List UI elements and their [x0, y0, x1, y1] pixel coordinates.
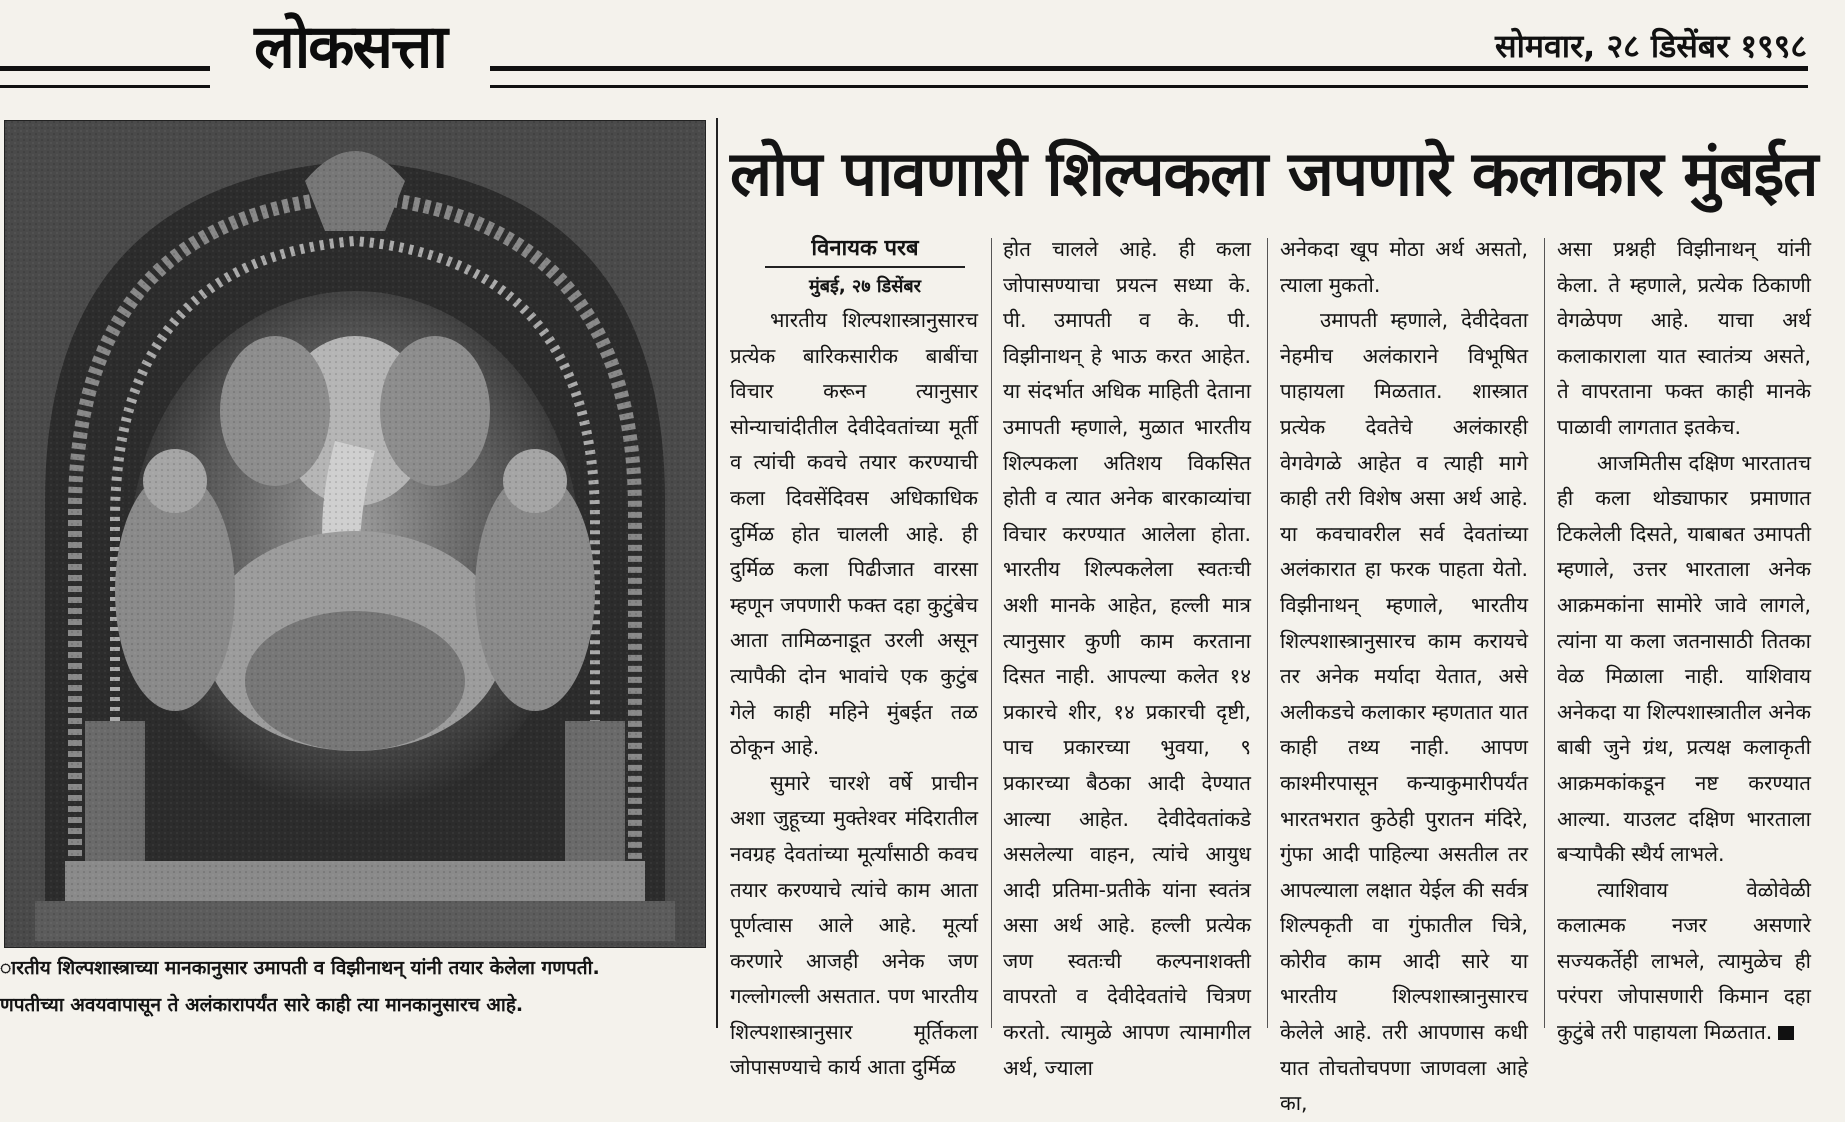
paragraph: उमापती म्हणाले, देवीदेवता नेहमीच अलंकाराने विभूषित पाहायला मिळतात. शास्त्रात प्रत्येक देवतेचे अलंकारही वेगवेगळे आहेत व त्याही मागे काही तरी विशेष असा अर्थ आहे. या कवचावरील सर्व देवतांच्या अलंकारात हा फरक पाहता येतो. विझीनाथन् म्हणाले, भारतीय शिल्पशास्त्रानुसारच काम करायचे तर अनेक मर्यादा येतात, असे अलीकडचे कलाकार म्हणतात यात काही तथ्य नाही. आपण काश्मीरपासून कन्याकुमारीपर्यंत भारतभरात कुठेही पुरातन मंदिरे, गुंफा आदी पाहिल्या असतील तर आपल्याला लक्षात येईल की सर्वत्र शिल्पकृती वा गुंफातील चित्रे, कोरीव काम आदी सारे या भारतीय शिल्पशास्त्रानुसारच केलेले आहे. तरी आपणास कधी यात तोचतोचपणा जाणवला आहे का,: [1280, 308, 1529, 1116]
column-divider: [1267, 238, 1268, 1028]
article-column-3: [1280, 232, 1528, 1122]
author-name: विनायक परब: [811, 236, 919, 261]
paragraph: असा प्रश्नही विझीनाथन् यांनी केला. ते म्हणाले, प्रत्येक ठिकाणी वेगळेपण आहे. याचा अर्थ कलाकाराला यात स्वातंत्र्य असते, ते वापरताना फक्त काही मानके पाळावी लागतात इतकेच.: [1557, 237, 1811, 439]
masthead-rule-left: [0, 66, 210, 88]
column-divider: [1544, 238, 1545, 1028]
article-headline: लोप पावणारी शिल्पकला जपणारे कलाकार मुंबईत: [730, 137, 1818, 210]
place-date: मुंबई, २७ डिसेंबर: [808, 276, 922, 297]
article-column-1: [730, 303, 978, 1086]
column-divider: [991, 238, 992, 1028]
paragraph-text: त्याशिवाय वेळोवेळी कलात्मक नजर असणारे सज्यकर्तेही लाभले, त्यामुळेच ही परंपरा जोपासणारी किमान दहा कुटुंबे तरी पाहायला मिळतात.: [1557, 877, 1811, 1045]
byline-rule: [765, 266, 965, 268]
ganesha-photo: [4, 120, 706, 948]
caption-line: णपतीच्या अवयवापासून ते अलंकारापर्यंत सारे काही त्या मानकानुसारच आहे.: [0, 994, 524, 1016]
caption-line: ारतीय शिल्पशास्त्राच्या मानकानुसार उमापती व विझीनाथन् यांनी तयार केलेला गणपती.: [0, 957, 600, 979]
article-column-4: [1557, 232, 1811, 1051]
paragraph: भारतीय शिल्पशास्त्रानुसारच प्रत्येक बारिकसारीक बाबींचा विचार करून त्यानुसार सोन्याचांदीतील देवीदेवतांच्या मूर्ती व त्यांची कवचे तयार करण्याची कला दिवसेंदिवस अधिकाधिक दुर्मिळ होत चालली आहे. ही दुर्मिळ कला पिढीजात वारसा म्हणून जपणारी फक्त दहा कुटुंबेच आता तामिळनाडूत उरली असून त्यापैकी दोन भावांचे एक कुटुंब गेले काही महिने मुंबईत तळ ठोकून आहे.: [730, 308, 978, 760]
end-mark-icon: [1778, 1026, 1794, 1040]
article-column-2: [1003, 232, 1251, 1086]
paragraph: अनेकदा खूप मोठा अर्थ असतो, त्याला मुकतो.: [1280, 237, 1528, 297]
masthead-rule-right: [490, 66, 1808, 88]
paragraph: आजमितीस दक्षिण भारतातच ही कला थोड्याफार प्रमाणात टिकलेली दिसते, याबाबत उमापती म्हणाले, उत्तर भारताला अनेक आक्रमकांना सामोरे जावे लागले, त्यांना या कला जतनासाठी तितका वेळ मिळाला नाही. याशिवाय अनेकदा या शिल्पशास्त्रातील अनेक बाबी जुने ग्रंथ, प्रत्यक्ष कलाकृती आक्रमकांकडून नष्ट करण्यात आल्या. याउलट दक्षिण भारताला बऱ्यापैकी स्थैर्य लाभले.: [1557, 450, 1811, 867]
issue-date: सोमवार, २८ डिसेंबर १९९८: [1494, 27, 1807, 65]
paragraph: सुमारे चारशे वर्षे प्राचीन अशा जुहूच्या मुक्तेश्वर मंदिरातील नवग्रह देवतांच्या मूर्त्यांसाठी कवच तयार करण्याचे त्यांचे काम आता पूर्णत्वास आले आहे. मूर्त्या करणारे आजही अनेक जण गल्लोगल्ली असतात. पण भारतीय शिल्पशास्त्रानुसार मूर्तिकला जोपासण्याचे कार्य आता दुर्मिळ: [730, 770, 978, 1080]
column-divider: [716, 118, 718, 1028]
masthead: [0, 0, 1845, 95]
paragraph: [1557, 873, 1811, 1051]
photo-caption: [0, 950, 715, 1024]
byline: [745, 232, 985, 298]
paragraph: होत चालले आहे. ही कला जोपासण्याचा प्रयत्न सध्या के. पी. उमापती व के. पी. विझीनाथन् हे भाऊ करत आहेत. या संदर्भात अधिक माहिती देताना उमापती म्हणाले, मुळात भारतीय शिल्पकला अतिशय विकसित होती व त्यात अनेक बारकाव्यांचा विचार करण्यात आलेला होता. भारतीय शिल्पकलेला स्वतःची अशी मानके आहेत, हल्ली मात्र त्यानुसार कुणी काम करताना दिसत नाही. आपल्या कलेत १४ प्रकारचे शीर, १४ प्रकारची दृष्टी, पाच प्रकारच्या भुवया, ९ प्रकारच्या बैठका आदी देण्यात आल्या आहेत. देवीदेवतांकडे असलेल्या वाहन, त्यांचे आयुध आदी प्रतिमा-प्रतीके यांना स्वतंत्र असा अर्थ आहे. हल्ली प्रत्येक जण स्वतःची कल्पनाशक्ती वापरतो व देवीदेवतांचे चित्रण करतो. त्यामुळे आपण त्यामागील अर्थ, ज्याला: [1003, 237, 1251, 1080]
newspaper-logo: लोकसत्ता: [254, 12, 446, 82]
ganesha-idol-image: [5, 121, 705, 947]
